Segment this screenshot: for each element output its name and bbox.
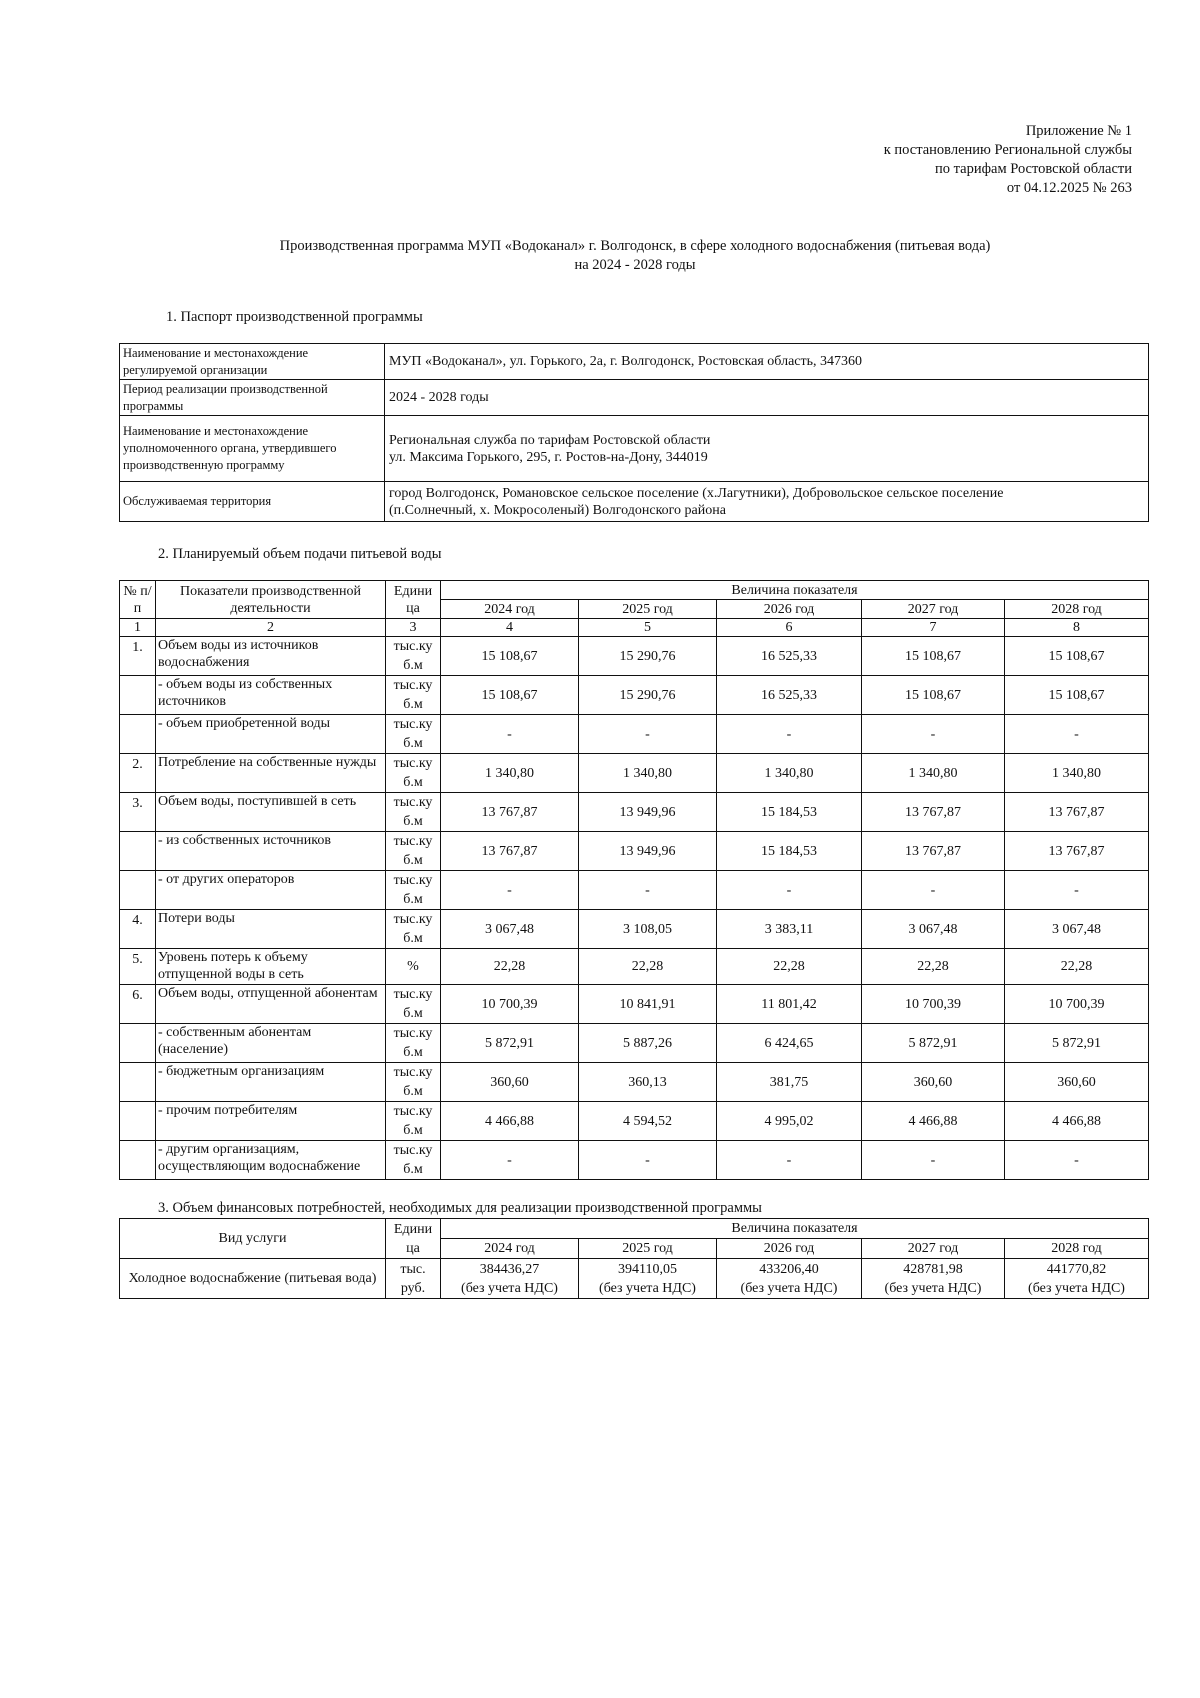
water-supply-table: [119, 580, 1149, 1180]
passport-value: [385, 416, 1149, 482]
value-cell: [717, 1259, 862, 1299]
row-number: 2.: [120, 754, 156, 793]
value-cell: 15 184,53: [717, 793, 862, 832]
unit-cell: тыс.ку б.м: [386, 1102, 441, 1141]
table-row: [120, 793, 1149, 832]
value-cell: 13 949,96: [579, 832, 717, 871]
value-cell: 4 466,88: [862, 1102, 1005, 1141]
header-row: [120, 581, 1149, 600]
passport-value-line: город Волгодонск, Романовское сельское поселение (х.Лагутники), Добровольское сельское поселение: [389, 485, 1004, 501]
header-year: 2024 год: [441, 1239, 579, 1259]
value-cell: 1 340,80: [717, 754, 862, 793]
row-number: 4.: [120, 910, 156, 949]
value-cell: 10 700,39: [862, 985, 1005, 1024]
value-amount: 441770,82: [1046, 1261, 1107, 1277]
value-cell: 13 767,87: [862, 832, 1005, 871]
passport-row: [120, 380, 1149, 416]
value-cell: [579, 1259, 717, 1299]
value-cell: 6 424,65: [717, 1024, 862, 1063]
section2-heading: 2. Планируемый объем подачи питьевой воды: [158, 546, 442, 562]
value-cell: 5 872,91: [1005, 1024, 1149, 1063]
value-amount: 428781,98: [903, 1261, 963, 1277]
header-year: 2026 год: [717, 1239, 862, 1259]
unit-cell: тыс.ку б.м: [386, 985, 441, 1024]
value-cell: -: [717, 715, 862, 754]
value-cell: 1 340,80: [862, 754, 1005, 793]
unit-cell: тыс.ку б.м: [386, 1141, 441, 1180]
header-indicator: Показатели производственной деятельности: [156, 581, 386, 619]
table-row: [120, 832, 1149, 871]
section3-heading: 3. Объем финансовых потребностей, необходимых для реализации производственной программы: [158, 1200, 762, 1216]
passport-value-line: Региональная служба по тарифам Ростовской области: [389, 432, 711, 448]
value-cell: 360,60: [1005, 1063, 1149, 1102]
value-cell: 3 108,05: [579, 910, 717, 949]
passport-value: [385, 482, 1149, 522]
value-cell: -: [1005, 1141, 1149, 1180]
value-cell: 15 108,67: [1005, 676, 1149, 715]
unit-cell: тыс.ку б.м: [386, 637, 441, 676]
table-row: [120, 1063, 1149, 1102]
appendix-line: Приложение № 1: [1025, 123, 1132, 139]
unit-cell: тыс.ку б.м: [386, 715, 441, 754]
unit-cell: тыс.ку б.м: [386, 1063, 441, 1102]
value-amount: 384436,27: [479, 1261, 540, 1277]
passport-label: Наименование и местонахождение регулируемой организации: [120, 344, 385, 380]
value-cell: 360,60: [862, 1063, 1005, 1102]
value-cell: 3 383,11: [717, 910, 862, 949]
indicator-name: - бюджетным организациям: [156, 1063, 386, 1102]
header-year: 2026 год: [717, 600, 862, 619]
value-cell: -: [1005, 715, 1149, 754]
header-unit: Едини ца: [386, 1219, 441, 1259]
header-year: 2027 год: [862, 600, 1005, 619]
indicator-name: - прочим потребителям: [156, 1102, 386, 1141]
value-cell: -: [862, 715, 1005, 754]
value-cell: 15 290,76: [579, 676, 717, 715]
value-cell: 22,28: [717, 949, 862, 985]
value-cell: 15 290,76: [579, 637, 717, 676]
title-line: на 2024 - 2028 годы: [574, 257, 696, 273]
indicator-name: - из собственных источников: [156, 832, 386, 871]
value-cell: 15 108,67: [441, 676, 579, 715]
value-cell: -: [717, 871, 862, 910]
unit-cell: %: [386, 949, 441, 985]
appendix-line: по тарифам Ростовской области: [935, 161, 1132, 177]
value-amount: 433206,40: [759, 1261, 819, 1277]
header-year: 2025 год: [579, 600, 717, 619]
value-cell: -: [579, 1141, 717, 1180]
unit-cell: тыс.ку б.м: [386, 793, 441, 832]
value-cell: 381,75: [717, 1063, 862, 1102]
row-number: [120, 676, 156, 715]
header-row: [120, 1219, 1149, 1239]
indicator-name: - другим организациям, осуществляющим водоснабжение: [156, 1141, 386, 1180]
column-number: 1: [120, 619, 156, 637]
unit-cell: тыс.ку б.м: [386, 676, 441, 715]
passport-label: Обслуживаемая территория: [120, 482, 385, 522]
vat-note: (без учета НДС): [740, 1280, 838, 1296]
passport-row: [120, 416, 1149, 482]
value-cell: -: [441, 871, 579, 910]
indicator-name: Объем воды, поступившей в сеть: [156, 793, 386, 832]
value-cell: 4 995,02: [717, 1102, 862, 1141]
value-cell: -: [441, 1141, 579, 1180]
indicator-name: Объем воды, отпущенной абонентам: [156, 985, 386, 1024]
header-year: 2028 год: [1005, 1239, 1149, 1259]
row-number: [120, 1102, 156, 1141]
value-cell: 10 700,39: [1005, 985, 1149, 1024]
table-row: [120, 1102, 1149, 1141]
column-number: 2: [156, 619, 386, 637]
row-number: [120, 1024, 156, 1063]
value-cell: 360,13: [579, 1063, 717, 1102]
appendix-block: [812, 122, 1132, 198]
value-cell: 22,28: [579, 949, 717, 985]
row-number: [120, 871, 156, 910]
document-title: [120, 237, 1150, 275]
value-cell: 4 594,52: [579, 1102, 717, 1141]
value-cell: 22,28: [441, 949, 579, 985]
value-cell: -: [579, 871, 717, 910]
column-number: 4: [441, 619, 579, 637]
value-cell: 15 108,67: [862, 637, 1005, 676]
value-cell: 16 525,33: [717, 637, 862, 676]
value-cell: 11 801,42: [717, 985, 862, 1024]
value-cell: 5 887,26: [579, 1024, 717, 1063]
value-cell: -: [441, 715, 579, 754]
value-cell: 13 949,96: [579, 793, 717, 832]
appendix-line: от 04.12.2025 № 263: [1006, 180, 1132, 196]
value-cell: 10 841,91: [579, 985, 717, 1024]
financial-needs-table: [119, 1218, 1149, 1299]
passport-value-line: ул. Максима Горького, 295, г. Ростов-на-Дону, 344019: [389, 449, 708, 465]
appendix-line: к постановлению Региональной службы: [883, 142, 1132, 158]
header-value-group: Величина показателя: [441, 1219, 1149, 1239]
header-value-group: Величина показателя: [441, 581, 1149, 600]
vat-note: (без учета НДС): [599, 1280, 696, 1296]
value-cell: 1 340,80: [1005, 754, 1149, 793]
value-cell: 3 067,48: [441, 910, 579, 949]
row-number: [120, 1141, 156, 1180]
table-row: [120, 1024, 1149, 1063]
unit-cell: тыс.ку б.м: [386, 871, 441, 910]
column-number: 3: [386, 619, 441, 637]
column-number: 7: [862, 619, 1005, 637]
table-row: [120, 676, 1149, 715]
row-number: 3.: [120, 793, 156, 832]
column-number: 8: [1005, 619, 1149, 637]
column-numbers-row: [120, 619, 1149, 637]
unit-cell: тыс.ку б.м: [386, 1024, 441, 1063]
passport-value-line: (п.Солнечный, х. Мокросоленый) Волгодонского района: [389, 502, 726, 518]
value-cell: 15 108,67: [862, 676, 1005, 715]
title-line: Производственная программа МУП «Водоканал» г. Волгодонск, в сфере холодного водоснабжения (питьевая вода): [279, 238, 991, 254]
value-cell: -: [579, 715, 717, 754]
value-cell: 3 067,48: [862, 910, 1005, 949]
indicator-name: Потери воды: [156, 910, 386, 949]
table-row: [120, 715, 1149, 754]
section1-heading: 1. Паспорт производственной программы: [166, 309, 423, 325]
row-number: [120, 832, 156, 871]
value-cell: 13 767,87: [441, 832, 579, 871]
vat-note: (без учета НДС): [1028, 1280, 1125, 1296]
table-row: [120, 949, 1149, 985]
value-cell: [862, 1259, 1005, 1299]
value-cell: 10 700,39: [441, 985, 579, 1024]
header-year: 2028 год: [1005, 600, 1149, 619]
value-cell: -: [862, 1141, 1005, 1180]
row-number: 5.: [120, 949, 156, 985]
value-cell: 4 466,88: [1005, 1102, 1149, 1141]
passport-label: Наименование и местонахождение уполномоченного органа, утвердившего производственную программу: [120, 416, 385, 482]
value-cell: 22,28: [1005, 949, 1149, 985]
column-number: 6: [717, 619, 862, 637]
value-cell: 16 525,33: [717, 676, 862, 715]
unit-cell: тыс.ку б.м: [386, 910, 441, 949]
value-cell: [1005, 1259, 1149, 1299]
table-row: [120, 910, 1149, 949]
value-cell: 13 767,87: [441, 793, 579, 832]
passport-label: Период реализации производственной программы: [120, 380, 385, 416]
passport-row: [120, 344, 1149, 380]
header-year: 2025 год: [579, 1239, 717, 1259]
value-cell: -: [862, 871, 1005, 910]
indicator-name: - объем воды из собственных источников: [156, 676, 386, 715]
table-row: [120, 871, 1149, 910]
value-cell: 15 108,67: [1005, 637, 1149, 676]
column-number: 5: [579, 619, 717, 637]
header-unit: Едини ца: [386, 581, 441, 619]
value-cell: 13 767,87: [862, 793, 1005, 832]
value-cell: 1 340,80: [441, 754, 579, 793]
row-number: [120, 715, 156, 754]
passport-table: [119, 343, 1149, 522]
indicator-name: Уровень потерь к объему отпущенной воды в сеть: [156, 949, 386, 985]
value-cell: 13 767,87: [1005, 832, 1149, 871]
indicator-name: Объем воды из источников водоснабжения: [156, 637, 386, 676]
value-cell: 360,60: [441, 1063, 579, 1102]
value-amount: 394110,05: [618, 1261, 677, 1277]
table-row: [120, 754, 1149, 793]
indicator-name: - от других операторов: [156, 871, 386, 910]
table-row: [120, 637, 1149, 676]
unit-cell: тыс.ку б.м: [386, 754, 441, 793]
value-cell: 1 340,80: [579, 754, 717, 793]
row-number: 1.: [120, 637, 156, 676]
row-number: 6.: [120, 985, 156, 1024]
vat-note: (без учета НДС): [461, 1280, 558, 1296]
value-cell: 5 872,91: [441, 1024, 579, 1063]
indicator-name: - объем приобретенной воды: [156, 715, 386, 754]
header-num: № п/п: [120, 581, 156, 619]
service-unit: тыс. руб.: [386, 1259, 441, 1299]
header-year: 2027 год: [862, 1239, 1005, 1259]
value-cell: -: [1005, 871, 1149, 910]
passport-value: МУП «Водоканал», ул. Горького, 2а, г. Волгодонск, Ростовская область, 347360: [385, 344, 1149, 380]
value-cell: 3 067,48: [1005, 910, 1149, 949]
value-cell: 22,28: [862, 949, 1005, 985]
header-service: Вид услуги: [120, 1219, 386, 1259]
value-cell: [441, 1259, 579, 1299]
value-cell: 4 466,88: [441, 1102, 579, 1141]
value-cell: -: [717, 1141, 862, 1180]
service-row: [120, 1259, 1149, 1299]
indicator-name: Потребление на собственные нужды: [156, 754, 386, 793]
service-name: Холодное водоснабжение (питьевая вода): [120, 1259, 386, 1299]
indicator-name: - собственным абонентам (население): [156, 1024, 386, 1063]
unit-cell: тыс.ку б.м: [386, 832, 441, 871]
passport-row: [120, 482, 1149, 522]
value-cell: 13 767,87: [1005, 793, 1149, 832]
passport-value: 2024 - 2028 годы: [385, 380, 1149, 416]
row-number: [120, 1063, 156, 1102]
table-row: [120, 1141, 1149, 1180]
value-cell: 5 872,91: [862, 1024, 1005, 1063]
value-cell: 15 184,53: [717, 832, 862, 871]
table-row: [120, 985, 1149, 1024]
header-year: 2024 год: [441, 600, 579, 619]
value-cell: 15 108,67: [441, 637, 579, 676]
vat-note: (без учета НДС): [884, 1280, 982, 1296]
